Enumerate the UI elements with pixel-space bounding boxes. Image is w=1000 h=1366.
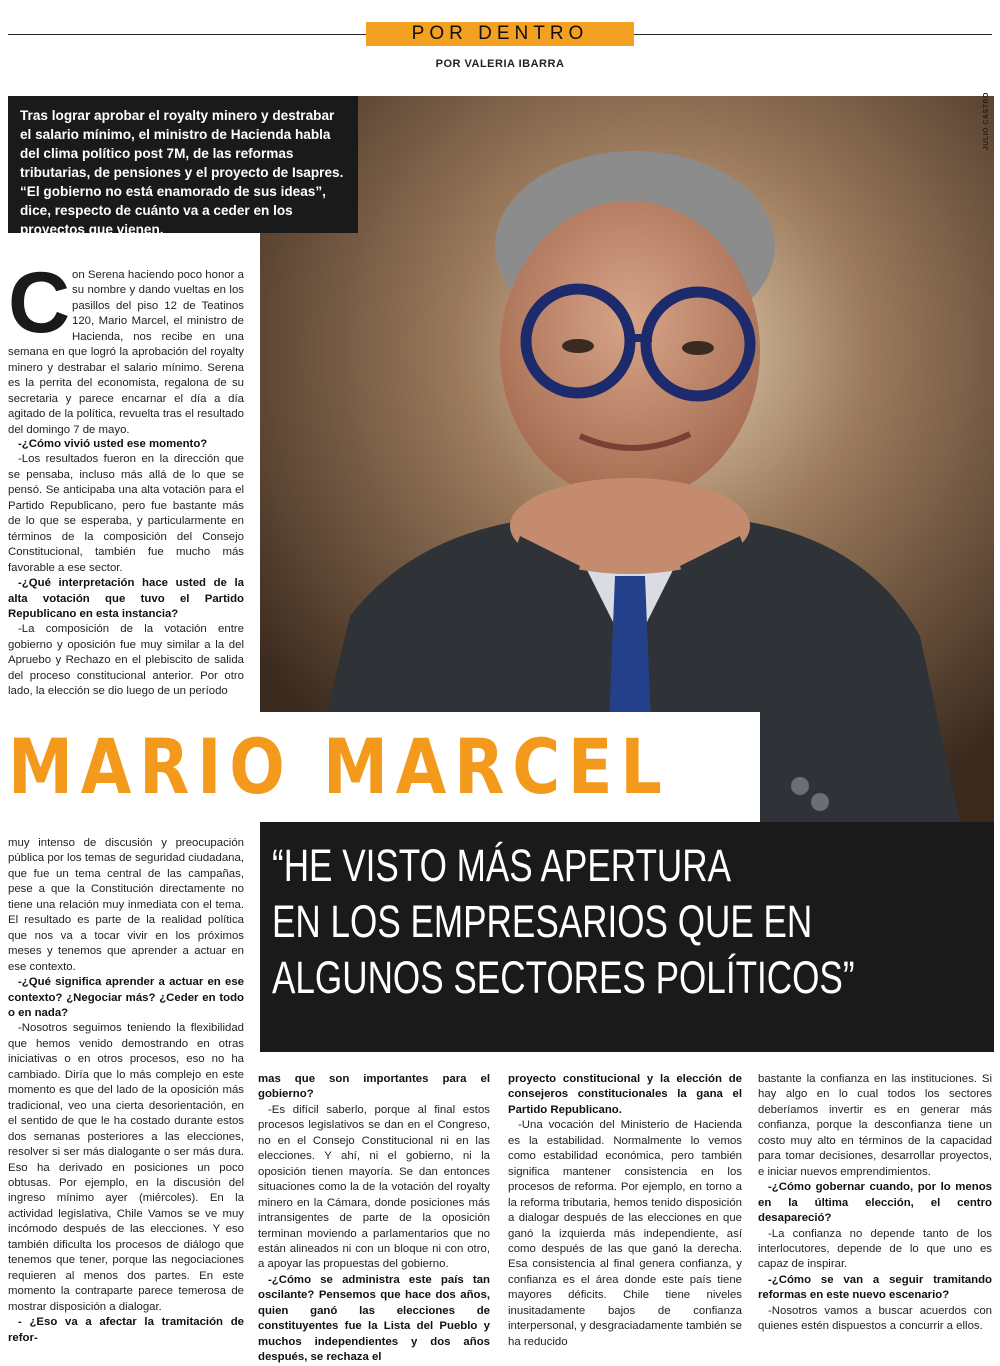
drop-cap-spacer [8, 268, 72, 330]
answer-2-part-1: -La composición de la votación entre gobierno y oposición fue muy similar a la del Apruebo y Rechazo en el plebiscito de salida del proceso constitucional anterior. Por otro lado, la elección se dio luego de un período [8, 623, 244, 698]
question-7: -¿Cómo se van a seguir tramitando reformas en este nuevo escenario? [758, 1273, 992, 1302]
question-4: - ¿Eso va a afectar la tramitación de refor- [8, 1316, 244, 1344]
pull-quote-line-2: EN LOS EMPRESARIOS QUE EN [272, 896, 813, 947]
lead-paragraph: Tras lograr aprobar el royalty minero y destrabar el salario mínimo, el ministro de Hacienda habla del clima político post 7M, de las reformas tributarias, de pensiones y el proyecto de Isapres. “El gobierno no está enamorado de sus ideas”, dice, respecto de cuánto va a ceder en los proyectos que vienen. [8, 96, 358, 233]
pull-quote [272, 838, 997, 1006]
article-column-1-body [8, 437, 244, 700]
pull-quote-line-3: ALGUNOS SECTORES POLÍTICOS” [272, 952, 855, 1003]
article-column-3 [508, 1072, 742, 1350]
photo-credit: JULIO CASTRO [983, 92, 990, 151]
answer-5: -Una vocación del Ministerio de Hacienda es la estabilidad. Normalmente lo vemos como estabilidad económica, pero también significa mantener consistencia en los procesos de reforma. Por ejemplo, en torno a la reforma tributaria, hemos tenido disposición a dialogar después de las elecciones en que ganó la izquierda más independiente, así como después de las que ganó la derecha. Esa consistencia al final genera confianza, y confianza es el área donde este país tiene mayores déficits. Chile tiene niveles inusitadamente bajos de confianza interpersonal, y desgraciadamente también se ha reducido [508, 1119, 742, 1348]
article-column-4 [758, 1072, 992, 1335]
answer-6: -La confianza no depende tanto de los interlocutores, depende de lo que uno es capaz de inspirar. [758, 1227, 992, 1271]
headline-name: MARIO MARCEL [8, 722, 670, 811]
question-1: -¿Cómo vivió usted ese momento? [18, 438, 208, 450]
question-4-end: mas que son importantes para el gobierno? [258, 1073, 490, 1101]
question-5-end: proyecto constitucional y la elección de consejeros constitucionales la gana el Partido Republicano. [508, 1073, 742, 1116]
pull-quote-line-1: “HE VISTO MÁS APERTURA [272, 840, 732, 891]
answer-4: -Es difícil saberlo, porque al final estos procesos legislativos se dan en el Congreso, no en el Consejo Constitucional ni en las elecciones. Y ahí, ni el gobierno, ni la oposición tienen mayoría. Se dan entonces situaciones como la de la votación del royalty minero en la Cámara, donde posiciones más intransigentes de parte de la oposición terminan moviendo a parlamentarios que no están alineados ni con un bloque ni con otro, a apoyar las propuestas del gobierno. [258, 1103, 490, 1271]
question-2: -¿Qué interpretación hace usted de la alta votación que tuvo el Partido Republicano en esta instancia? [8, 577, 244, 620]
answer-1: -Los resultados fueron en la dirección que se pensaba, incluso más allá de lo que se pensó. Se anticipaba una alta votación para el Partido Republicano, pero fue bastante más de lo que se esperaba, y particularmente en términos de la composición del Consejo Constitucional, también fue mucho más favorable a ese sector. [8, 453, 244, 574]
drop-cap: C [8, 255, 71, 351]
section-label: POR DENTRO [366, 22, 634, 46]
answer-7: -Nosotros vamos a buscar acuerdos con quienes estén dispuestos a concurrir a ellos. [758, 1304, 992, 1333]
question-5: -¿Cómo se administra este país tan oscilante? Pensemos que hace dos años, quien ganó las elecciones de constituyentes fue la Lista del Pueblo y muchos independientes y dos años después, se rechaza el [258, 1273, 490, 1364]
article-intro: on Serena haciendo poco honor a su nombre y dando vueltas en los pasillos del piso 12 de Teatinos 120, Mario Marcel, el ministro de Hacienda, nos recibe en una semana en que logró la aprobación del royalty minero y destrabar el salario mínimo. Serena es la perrita del economista, regalona de su secretaria y parece encarnar el día a día agitado de la política, revuelta tras el resultado del domingo 7 de mayo. [8, 269, 244, 436]
header-rule-left [8, 34, 366, 35]
answer-5-end: bastante la confianza en las instituciones. Si hay algo en lo cual todos los sectores deberíamos invertir es en generar más confianza, porque la desconfianza tiene un costo muy alto en términos de la capacidad para tomar decisiones, desarrollar proyectos, e iniciar nuevos emprendimientos. [758, 1073, 992, 1178]
answer-2-part-2: muy intenso de discusión y preocupación pública por los temas de seguridad ciudadana, que fue un tema central de las campañas, pese a que la Constitución directamente no tiene una relación muy inmediata con el tema. El resultado es parte de la realidad política que nos va a tocar vivir en los próximos meses y tenemos que aprender a actuar en ese contexto. [8, 837, 244, 973]
byline: POR VALERIA IBARRA [435, 58, 565, 70]
question-3: -¿Qué significa aprender a actuar en ese contexto? ¿Negociar más? ¿Ceder en todo o en nada? [8, 976, 244, 1019]
question-6: -¿Cómo gobernar cuando, por lo menos en la última elección, el centro desapareció? [758, 1181, 992, 1225]
answer-3: -Nosotros seguimos teniendo la flexibilidad que hemos venido demostrando en otras iniciativas o en otros procesos, eso no ha cambiado. Diría que lo más complejo en este momento es que del lado de la oposición más tradicional, veo una cierta desorientación, en el sentido de que le ha costado durante estos dos semanas posteriores a las elecciones, resolver si ser más dialogante o ser más dura. Eso ha derivado en posiciones un poco obtusas. Por ejemplo, en la discusión del ingreso mínimo ayer (miércoles). En la actividad legislativa, Chile Vamos se ve muy incómodo después de las elecciones. Y eso también dificulta los procesos de diálogo que tenemos que tener, porque las negociaciones requieren al menos dos partes. En este momento la contraparte parece temerosa de mostrar disposición a dialogar. [8, 1022, 244, 1313]
header-rule-right [634, 34, 992, 35]
article-column-1-top [8, 255, 244, 438]
article-column-2 [258, 1072, 490, 1366]
article-column-1-bottom [8, 836, 244, 1346]
